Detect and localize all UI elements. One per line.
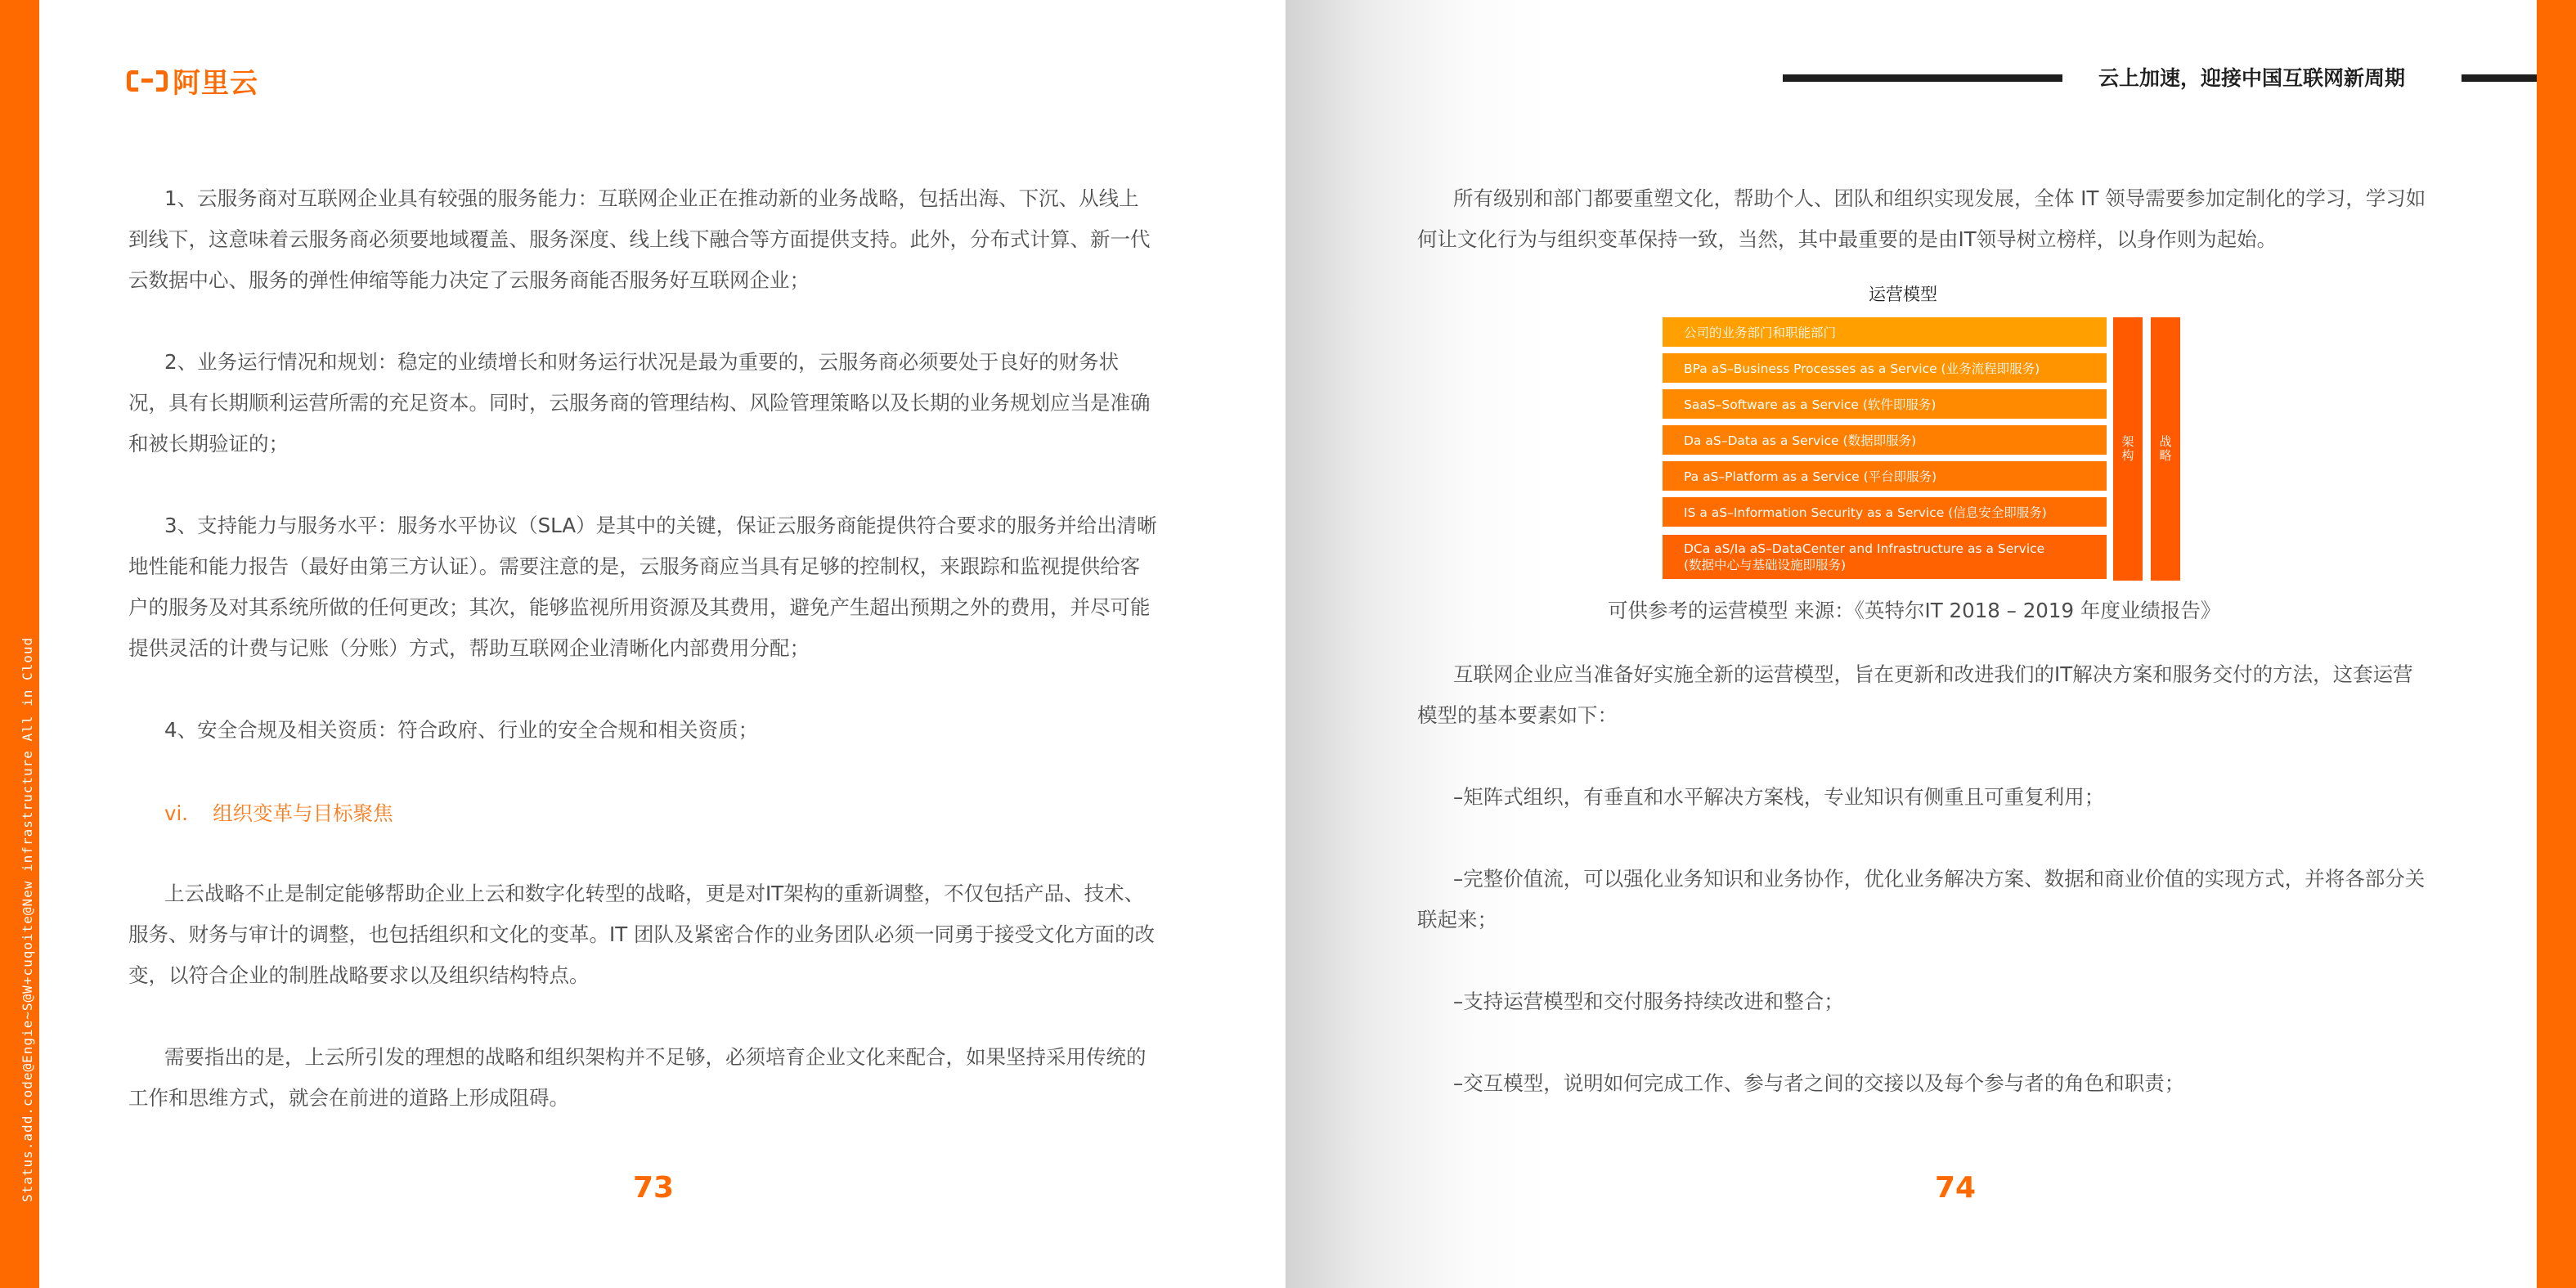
diagram-column-strategy: 战略 <box>2151 317 2180 581</box>
bullet-item-4: –交互模型，说明如何完成工作、参与者之间的交接以及每个参与者的角色和职责； <box>1453 1071 2185 1095</box>
page-number-left: 73 <box>633 1171 675 1205</box>
bullet-item-2: –完整价值流，可以强化业务知识和业务协作，优化业务解决方案、数据和商业价值的实现方式，并将各部分关联起来； <box>1417 867 2426 931</box>
left-paragraph-2: 2、业务运行情况和规划：稳定的业绩增长和财务运行状况是最为重要的，云服务商必须要处于良好的财务状况，具有长期顺利运营所需的充足资本。同时，云服务商的管理结构、风险管理策略以及长期的业务规划应当是准确和被长期验证的； <box>128 350 1151 456</box>
diagram-row-business-units: 公司的业务部门和职能部门 <box>1663 317 2107 347</box>
left-paragraph-6: 需要指出的是，上云所引发的理想的战略和组织架构并不足够，必须培育企业文化来配合，如果坚持采用传统的工作和思维方式，就会在前进的道路上形成阻碍。 <box>128 1045 1147 1110</box>
diagram-caption: 可供参考的运营模型 来源：《英特尔IT 2018 – 2019 年度业绩报告》 <box>1608 599 2221 622</box>
bullet-item-3: –支持运营模型和交付服务持续改进和整合； <box>1453 990 1844 1013</box>
vertical-side-text: Status.add.code@Engie~S@W+cuqoite@New infrastructure All in Cloud <box>20 636 35 1202</box>
left-paragraph-1: 1、云服务商对互联网企业具有较强的服务能力：互联网企业正在推动新的业务战略，包括出海、下沉、从线上到线下，这意味着云服务商必须要地域覆盖、服务深度、线上线下融合等方面提供支持。此外，分布式计算、新一代云数据中心、服务的弹性伸缩等能力决定了云服务商能否服务好互联网企业； <box>128 186 1151 292</box>
diagram-row-bpaas: BPa aS–Business Processes as a Service (业务流程即服务) <box>1663 353 2107 383</box>
right-model-paragraph: 互联网企业应当准备好实施全新的运营模型，旨在更新和改进我们的IT解决方案和服务交付的方法，这套运营模型的基本要素如下： <box>1417 662 2413 727</box>
section-number: vi. <box>164 801 189 825</box>
logo-text: 阿里云 <box>173 67 258 100</box>
diagram-column-architecture: 架构 <box>2113 317 2143 581</box>
bullet-item-1: –矩阵式组织，有垂直和水平解决方案栈，专业知识有侧重且可重复利用； <box>1453 785 2105 809</box>
aliyun-logo <box>127 61 258 101</box>
diagram-row-daas: Da aS–Data as a Service (数据即服务) <box>1663 425 2107 455</box>
page-number-right: 74 <box>1935 1171 1977 1205</box>
right-orange-edge <box>2537 0 2576 1288</box>
left-paragraph-5: 上云战略不止是制定能够帮助企业上云和数字化转型的战略，更是对IT架构的重新调整，不仅包括产品、技术、服务、财务与审计的调整，也包括组织和文化的变革。IT 团队及紧密合作的业务团队必须一同勇于接受文化方面的改变，以符合企业的制胜战略要求以及组织结构特点。 <box>128 882 1155 987</box>
diagram-row-saas: SaaS–Software as a Service (软件即服务) <box>1663 389 2107 419</box>
left-paragraph-4: 4、安全合规及相关资质：符合政府、行业的安全合规和相关资质； <box>164 718 759 742</box>
header-rule-left <box>1783 74 2062 82</box>
header-rule-right <box>2462 74 2537 82</box>
header-title: 云上加速，迎接中国互联网新周期 <box>2098 66 2406 90</box>
left-paragraph-3: 3、支持能力与服务水平：服务水平协议（SLA）是其中的关键，保证云服务商能提供符合要求的服务并给出清晰地性能和能力报告（最好由第三方认证）。需要注意的是，云服务商应当具有足够的控制权，来跟踪和监视提供给客户的服务及对其系统所做的任何更改；其次，能够监视所用资源及其费用，避免产生超出预期之外的费用，并尽可能提供灵活的计费与记账（分账）方式，帮助互联网企业清晰化内部费用分配； <box>128 514 1157 660</box>
right-intro-paragraph: 所有级别和部门都要重塑文化，帮助个人、团队和组织实现发展，全体 IT 领导需要参加定制化的学习，学习如何让文化行为与组织变革保持一致，当然，其中最重要的是由IT领导树立榜样，以身作则为起始。 <box>1417 186 2426 251</box>
diagram-row-paas: Pa aS–Platform as a Service (平台即服务) <box>1663 461 2107 491</box>
section-heading <box>164 793 393 834</box>
diagram-title: 运营模型 <box>1869 285 1937 304</box>
diagram-row-isaas: IS a aS–Information Security as a Service (信息安全即服务) <box>1663 497 2107 527</box>
section-title: 组织变革与目标聚焦 <box>213 801 393 825</box>
aliyun-bracket-logo-icon <box>127 70 168 92</box>
diagram-row-dcaas: DCa aS/Ia aS–DataCenter and Infrastructure as a Service (数据中心与基础设施即服务) <box>1663 535 2107 579</box>
